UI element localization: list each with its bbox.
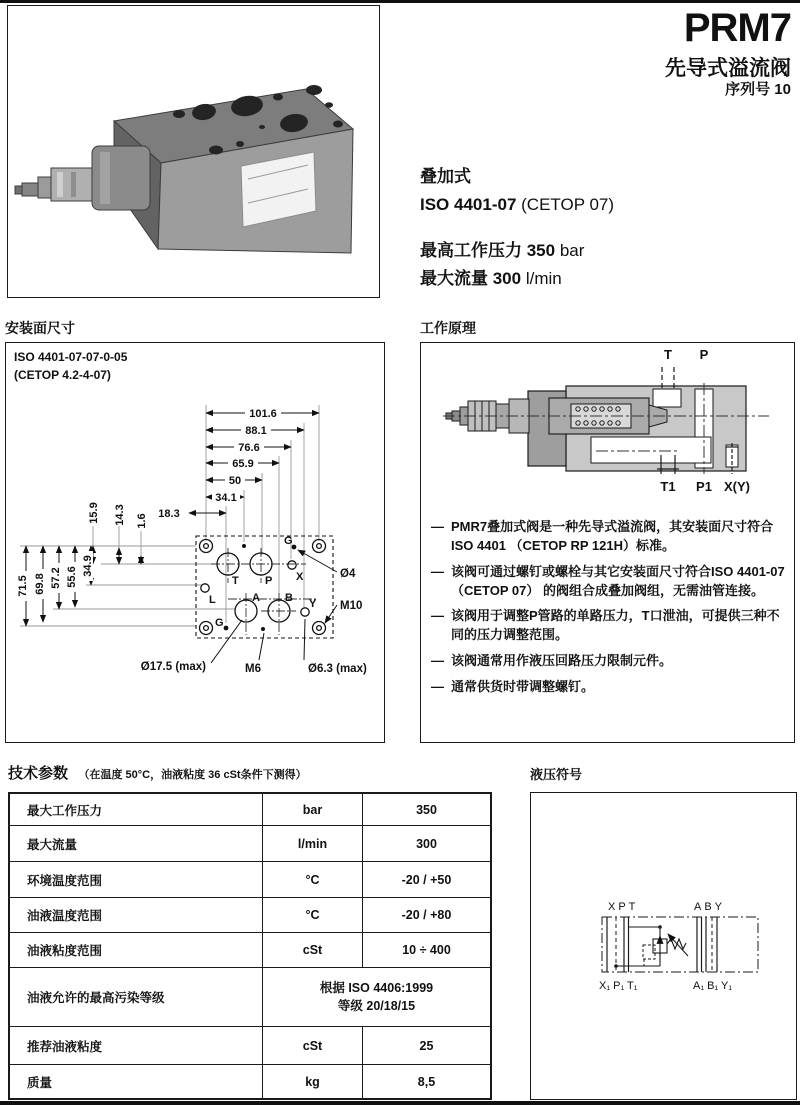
callout-m10: M10 bbox=[340, 600, 363, 612]
spec-unit: °C bbox=[263, 898, 363, 933]
spec-unit: cSt bbox=[263, 1027, 363, 1065]
symbol-label-X1P1T1: X₁ P₁ T₁ bbox=[599, 980, 638, 992]
principle-port-P1: P1 bbox=[696, 479, 712, 494]
pattern-port-P: P bbox=[265, 575, 273, 587]
dim-55-6: 55.6 bbox=[66, 566, 78, 588]
pattern-port-X: X bbox=[296, 571, 304, 583]
mounting-drawing-box bbox=[5, 342, 385, 743]
spec-value: 350 bbox=[363, 794, 490, 826]
callout-d6-3: Ø6.3 (max) bbox=[308, 663, 367, 675]
note-item: — 该阀可通过螺钉或螺栓与其它安装面尺寸符合ISO 4401-07 （CETOP 07） 的阀组合成叠加阀组，无需油管连接。 bbox=[431, 563, 786, 601]
principle-port-T: T bbox=[664, 347, 672, 362]
principle-port-P: P bbox=[699, 347, 709, 362]
spec-value: 300 bbox=[363, 826, 490, 862]
pattern-port-L: L bbox=[209, 594, 216, 606]
pressure-unit: bar bbox=[555, 241, 585, 260]
note-item: — 该阀用于调整P管路的单路压力，T口泄油，可提供三种不同的压力调整范围。 bbox=[431, 607, 786, 645]
dim-34-1: 34.1 bbox=[215, 492, 237, 504]
spec-label: 最大工作压力 bbox=[10, 794, 263, 826]
symbol-boundary bbox=[602, 917, 758, 972]
dim-65-9: 65.9 bbox=[232, 458, 254, 470]
specs-header bbox=[8, 762, 307, 783]
note-text-3: 该阀用于调整P管路的单路压力，T口泄油，可提供三种不同的压力调整范围。 bbox=[451, 608, 780, 643]
max-flow: 最大流量 300 bbox=[420, 269, 522, 288]
spec-label: 油液允许的最高污染等级 bbox=[10, 968, 263, 1027]
note-item: — 该阀通常用作液压回路压力限制元件。 bbox=[431, 652, 786, 671]
flow-unit: l/min bbox=[521, 269, 562, 288]
pattern-port-G-top: G bbox=[284, 535, 293, 547]
page-title: PRM7 bbox=[683, 6, 791, 50]
principle-notes bbox=[421, 514, 794, 697]
dim-88-1: 88.1 bbox=[245, 425, 267, 437]
specs-table bbox=[8, 792, 492, 1100]
specs-condition-note: （在温度 50°C，油液粘度 36 cSt条件下测得） bbox=[78, 769, 307, 781]
mounting-standard-2: (CETOP 4.2-4-07) bbox=[14, 368, 111, 382]
max-pressure: 最高工作压力 350 bbox=[420, 241, 556, 260]
symbol-label-XPT: XPT bbox=[608, 901, 639, 913]
spec-label: 推荐油液粘度 bbox=[10, 1027, 263, 1065]
dim-101-6: 101.6 bbox=[249, 408, 277, 420]
dim-1-6: 1.6 bbox=[136, 513, 148, 529]
dim-15-9: 15.9 bbox=[88, 502, 100, 524]
spec-unit: l/min bbox=[263, 826, 363, 862]
dim-18-3: 18.3 bbox=[158, 508, 180, 520]
note-text-1: PMR7叠加式阀是一种先导式溢流阀，其安装面尺寸符合 ISO 4401 （CETOP RP 121H）标准。 bbox=[451, 519, 774, 553]
cetop-standard: (CETOP 07) bbox=[516, 195, 615, 214]
dim-34-9: 34.9 bbox=[82, 555, 94, 577]
dim-57-2: 57.2 bbox=[50, 567, 62, 589]
spec-unit: °C bbox=[263, 862, 363, 898]
symbol-label-ABY: ABY bbox=[694, 901, 726, 913]
iso-standard: ISO 4401-07 bbox=[420, 195, 517, 214]
principle-box bbox=[420, 342, 795, 743]
callout-m6: M6 bbox=[245, 663, 261, 675]
note-item: — PMR7叠加式阀是一种先导式溢流阀，其安装面尺寸符合 ISO 4401 （CETOP RP 121H）标准。 bbox=[431, 518, 786, 556]
symbol-section-title: 液压符号 bbox=[530, 767, 583, 782]
callout-d17-5: Ø17.5 (max) bbox=[140, 661, 206, 673]
specs-section-title: 技术参数 bbox=[8, 765, 69, 782]
top-rule bbox=[0, 0, 800, 3]
note-item: — 通常供货时带调整螺钉。 bbox=[431, 678, 786, 697]
spec-unit: bar bbox=[263, 794, 363, 826]
spec-label: 质量 bbox=[10, 1065, 263, 1098]
spec-value: 8,5 bbox=[417, 1074, 436, 1089]
pattern-port-T: T bbox=[232, 575, 239, 587]
product-summary bbox=[420, 166, 792, 296]
principle-port-XY: X(Y) bbox=[724, 479, 750, 494]
spec-label: 油液温度范围 bbox=[10, 898, 263, 933]
principle-section-title: 工作原理 bbox=[420, 320, 476, 336]
spec-contamination-value: 根据 ISO 4406:1999 等级 20/18/15 bbox=[263, 968, 490, 1027]
note-text-4: 该阀通常用作液压回路压力限制元件。 bbox=[451, 653, 673, 669]
dim-14-3: 14.3 bbox=[114, 504, 126, 526]
symbol-label-A1B1Y1: A₁ B₁ Y₁ bbox=[693, 980, 733, 992]
spec-unit: kg bbox=[263, 1065, 363, 1098]
mounting-section-title: 安装面尺寸 bbox=[5, 320, 75, 336]
spec-label: 油液粘度范围 bbox=[10, 933, 263, 968]
symbol-box bbox=[530, 792, 797, 1100]
spec-value: -20 / +80 bbox=[363, 898, 490, 933]
dim-76-6: 76.6 bbox=[238, 442, 260, 454]
bottom-rule bbox=[0, 1101, 800, 1105]
mounting-standard-1: ISO 4401-07-07-0-05 bbox=[14, 350, 128, 364]
adjustment-screw bbox=[15, 146, 150, 210]
spec-label: 最大流量 bbox=[10, 826, 263, 862]
spec-label: 环境温度范围 bbox=[10, 862, 263, 898]
dim-69-8: 69.8 bbox=[34, 573, 46, 595]
dim-50: 50 bbox=[228, 475, 242, 487]
page-subtitle: 先导式溢流阀 bbox=[665, 57, 791, 80]
spec-value: -20 / +50 bbox=[363, 862, 490, 898]
pattern-port-B: B bbox=[285, 592, 293, 604]
pattern-port-Y: Y bbox=[309, 598, 317, 610]
mounting-drawing bbox=[6, 343, 383, 741]
mount-type: 叠加式 bbox=[420, 167, 471, 186]
hydraulic-symbol bbox=[531, 793, 795, 1098]
callout-d4: Ø4 bbox=[340, 568, 356, 580]
product-photo-frame bbox=[7, 5, 380, 298]
note-text-5: 通常供货时带调整螺钉。 bbox=[451, 678, 595, 694]
dim-71-5: 71.5 bbox=[17, 575, 29, 597]
spec-unit: cSt bbox=[263, 933, 363, 968]
principle-diagram bbox=[421, 343, 793, 509]
series-number: 序列号 10 bbox=[725, 81, 791, 98]
spec-value: 10 ÷ 400 bbox=[363, 933, 490, 968]
principle-port-T1: T1 bbox=[660, 479, 676, 494]
spec-value: 25 bbox=[363, 1027, 490, 1065]
pattern-port-G-bottom: G bbox=[215, 617, 224, 629]
note-text-2: 该阀可通过螺钉或螺栓与其它安装面尺寸符合ISO 4401-07 （CETOP 07） 的阀组合成叠加阀组，无需油管连接。 bbox=[451, 563, 785, 598]
pattern-port-A: A bbox=[252, 592, 260, 604]
product-photo bbox=[8, 6, 378, 296]
